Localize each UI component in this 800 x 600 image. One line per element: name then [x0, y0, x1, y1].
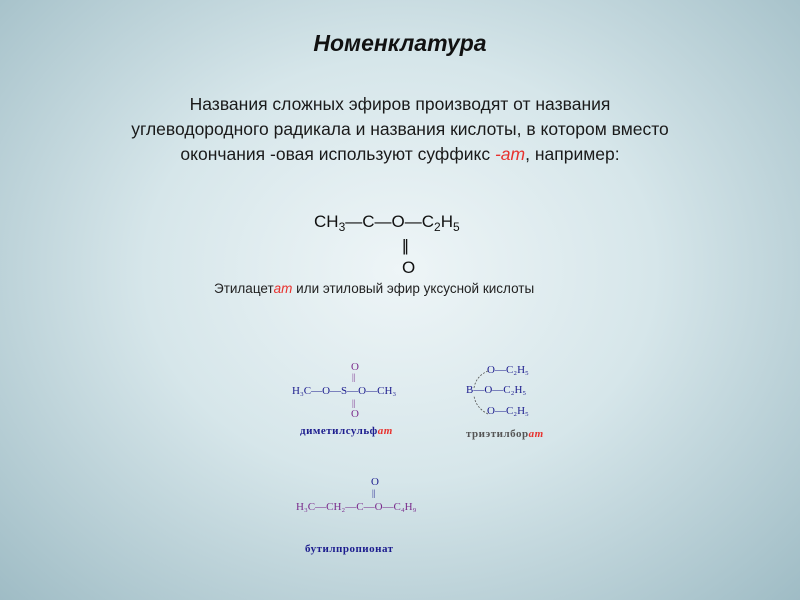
formula-h: H — [440, 212, 453, 231]
intro-paragraph — [60, 92, 740, 167]
formula-chain: —C—O—C — [345, 212, 435, 231]
formula-sub-2: 2 — [434, 220, 441, 234]
borate-line-2: B—O—C₂H₅ — [466, 384, 527, 396]
formula-sub-5: 5 — [453, 220, 460, 234]
sulfate-bond-top: || — [352, 372, 356, 382]
ethyl-acetate-formula — [314, 212, 460, 234]
caption-pre: Этилацет — [214, 281, 274, 296]
borate-name-suffix: ат — [528, 428, 544, 440]
formula-ch: CH — [314, 212, 339, 231]
sulfate-o-bottom: O — [351, 408, 359, 420]
propionate-chain: H₃C—CH₂—C—O—C₄H₉ — [296, 501, 417, 513]
propionate-name: бутилпропионат — [305, 543, 394, 555]
caption-suffix: ат — [273, 281, 293, 296]
para-line-1: Названия сложных эфиров производят от названия — [189, 94, 611, 114]
sulfate-name-suffix: ат — [377, 425, 393, 437]
para-line-3 — [60, 142, 740, 167]
caption-post: или этиловый эфир уксусной кислоты — [292, 281, 535, 296]
suffix-highlight: -ат — [494, 144, 526, 164]
ethyl-acetate-caption — [214, 281, 534, 296]
page-title: Номенклатура — [313, 30, 487, 56]
sulfate-bond-bottom: || — [352, 398, 356, 408]
sulfate-name — [300, 425, 393, 437]
carbonyl-oxygen: O — [402, 258, 416, 277]
double-bond: || — [402, 236, 407, 255]
para-line-2: углеводородного радикала и названия кислоты, в котором вместо — [131, 119, 669, 139]
sulfate-chain: H₃C—O—S—O—CH₃ — [292, 385, 397, 397]
propionate-bond: || — [372, 488, 376, 498]
borate-line-1: O—C₂H₅ — [487, 364, 529, 376]
sulfate-name-pre: диметилсульф — [300, 425, 378, 437]
propionate-o-top: O — [371, 476, 379, 488]
borate-name-pre: триэтилбор — [466, 428, 529, 440]
borate-bonds — [470, 366, 490, 420]
para-line-3-pre: окончания -овая используют суффикс — [180, 144, 495, 164]
formula-sub-3: 3 — [338, 220, 346, 234]
borate-line-3: O—C₂H₅ — [487, 405, 529, 417]
borate-name — [466, 428, 544, 440]
para-line-3-post: , например: — [525, 144, 620, 164]
sulfate-o-top: O — [351, 361, 359, 373]
